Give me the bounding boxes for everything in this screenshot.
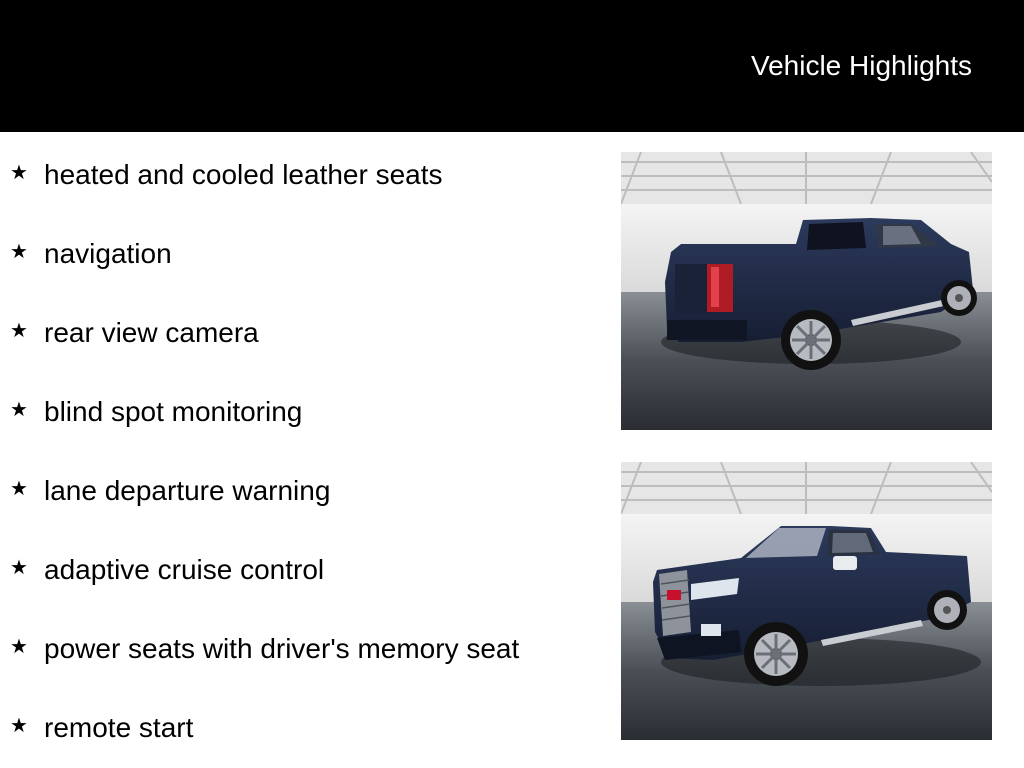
star-icon: ★ xyxy=(10,397,28,421)
star-icon: ★ xyxy=(10,713,28,737)
star-icon: ★ xyxy=(10,555,28,579)
feature-item xyxy=(0,707,600,747)
star-icon: ★ xyxy=(10,634,28,658)
feature-label: navigation xyxy=(44,238,172,269)
feature-item xyxy=(0,549,600,589)
feature-item xyxy=(0,154,600,194)
feature-item xyxy=(0,233,600,273)
page-title: Vehicle Highlights xyxy=(750,50,972,81)
feature-item xyxy=(0,391,600,431)
feature-label: blind spot monitoring xyxy=(44,396,303,427)
feature-item xyxy=(0,470,600,510)
feature-label: power seats with driver's memory seat xyxy=(44,633,520,664)
feature-label: adaptive cruise control xyxy=(44,554,325,585)
feature-item xyxy=(0,312,600,352)
header-bar xyxy=(0,0,1024,132)
star-icon: ★ xyxy=(10,160,28,184)
feature-item xyxy=(0,628,600,668)
vehicle-photo-front xyxy=(621,462,992,740)
star-icon: ★ xyxy=(10,239,28,263)
feature-label: remote start xyxy=(44,712,194,743)
feature-label: lane departure warning xyxy=(44,475,331,506)
star-icon: ★ xyxy=(10,318,28,342)
feature-label: rear view camera xyxy=(44,317,259,348)
vehicle-photo-rear xyxy=(621,152,992,430)
feature-label: heated and cooled leather seats xyxy=(44,159,443,190)
star-icon: ★ xyxy=(10,476,28,500)
